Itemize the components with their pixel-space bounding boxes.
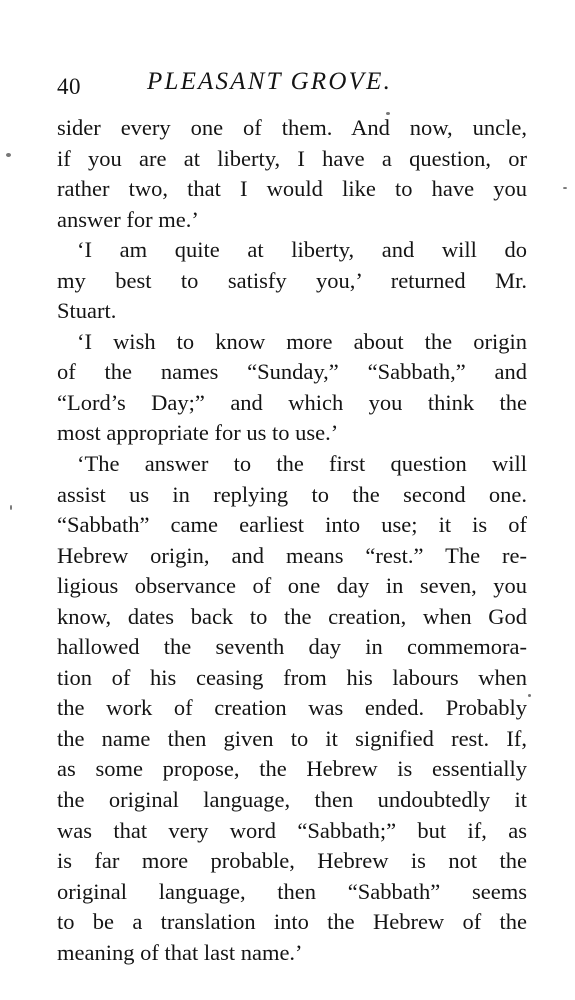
ink-speck: [10, 505, 12, 510]
text-line: the original language, then undoubtedly it: [57, 787, 527, 813]
text-line: to be a translation into the Hebrew of the: [57, 909, 527, 935]
text-line: tion of his ceasing from his labours when: [57, 664, 527, 690]
text-line: if you are at liberty, I have a question, or: [57, 145, 527, 171]
text-line: assist us in replying to the second one.: [57, 481, 527, 507]
text-line: meaning of that last name.’: [57, 939, 303, 965]
text-line: Stuart.: [57, 298, 117, 324]
ink-speck: [563, 187, 567, 189]
text-line: original language, then “Sabbath” seems: [57, 878, 527, 904]
body-text: [57, 113, 527, 968]
text-line: of the names “Sunday,” “Sabbath,” and: [57, 359, 527, 385]
text-line: know, dates back to the creation, when God: [57, 603, 527, 629]
text-line: was that very word “Sabbath;” but if, as: [57, 817, 527, 843]
ink-speck: [6, 153, 11, 157]
page-number: 40: [57, 74, 81, 99]
text-line: as some propose, the Hebrew is essentially: [57, 756, 527, 782]
text-line: the work of creation was ended. Probably: [57, 695, 527, 721]
text-line: ‘I am quite at liberty, and will do: [77, 237, 527, 263]
text-line: my best to satisfy you,’ returned Mr.: [57, 267, 527, 293]
text-line: “Lord’s Day;” and which you think the: [57, 389, 527, 415]
text-line: most appropriate for us to use.’: [57, 420, 339, 446]
text-line: ‘The answer to the first question will: [77, 451, 527, 477]
text-line: answer for me.’: [57, 206, 199, 232]
text-line: is far more probable, Hebrew is not the: [57, 848, 527, 874]
text-line: hallowed the seventh day in commemora-: [57, 634, 527, 660]
ink-speck: [386, 112, 390, 115]
text-line: rather two, that I would like to have you: [57, 176, 527, 202]
text-line: the name then given to it signified rest. If,: [57, 725, 527, 751]
text-line: sider every one of them. And now, uncle,: [57, 115, 527, 140]
running-title: PLEASANT GROVE.: [147, 68, 393, 95]
ink-speck: [528, 694, 531, 697]
text-line: Hebrew origin, and means “rest.” The re-: [57, 542, 527, 568]
text-line: “Sabbath” came earliest into use; it is of: [57, 512, 527, 538]
page-header: [57, 68, 527, 102]
text-line: ligious observance of one day in seven, you: [57, 573, 527, 599]
text-line: ‘I wish to know more about the origin: [77, 328, 527, 354]
